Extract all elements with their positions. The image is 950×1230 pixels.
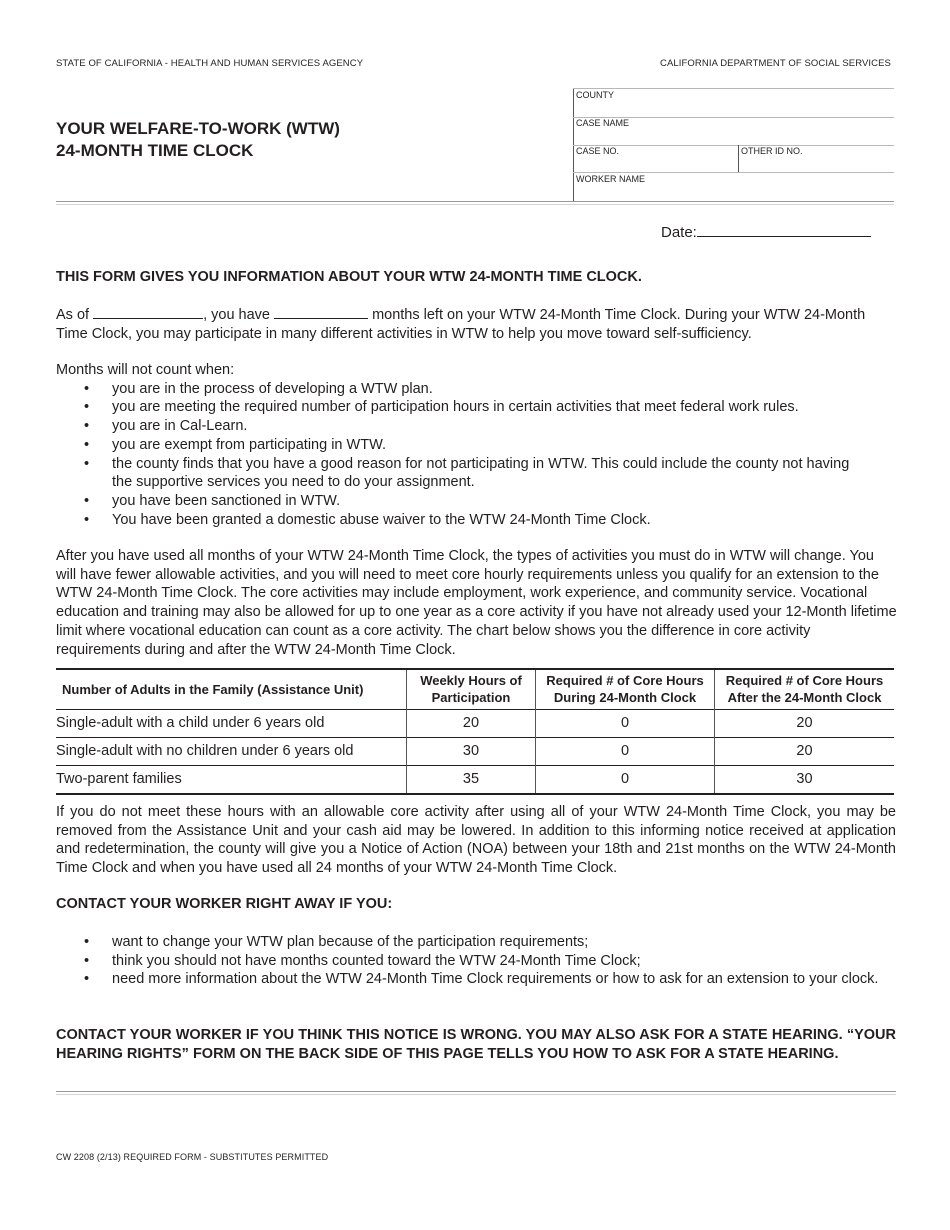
contact-section bbox=[56, 933, 896, 989]
as-of-suffix: months left on your WTW 24-Month Time Clock. During your WTW 24-Month Time Clock, you may participate in many different activities in WTW to help you move toward self-sufficiency. bbox=[56, 307, 866, 342]
after-paragraph: After you have used all months of your WTW 24-Month Time Clock, the types of activities you must do in WTW will change. You will have fewer allowable activities, and you will need to meet core hourly requirements unless you qualify for an extension to the WTW 24-Month Time Clock. The core activities may include employment, work experience, and community service. Vocational education and training may also be allowed for up to one year as a core activity if you have not already used your 12-Month lifetime limit where vocational education can count as a core activity. The chart below shows you the difference in core activity requirements during and after the WTW 24-Month Time Clock. bbox=[56, 548, 897, 658]
page-title bbox=[56, 118, 340, 162]
as-of-prefix: As of bbox=[56, 307, 90, 323]
intro-heading: THIS FORM GIVES YOU INFORMATION ABOUT YOUR WTW 24-MONTH TIME CLOCK. bbox=[56, 269, 642, 285]
form-id: CW 2208 (2/13) REQUIRED FORM - SUBSTITUTES PERMITTED bbox=[56, 1152, 329, 1162]
as-of-mid: , you have bbox=[203, 307, 270, 323]
list-item: • you are in the process of developing a WTW plan. bbox=[84, 380, 433, 397]
other-id-label: OTHER ID NO. bbox=[741, 146, 803, 156]
closing-notice: CONTACT YOUR WORKER IF YOU THINK THIS NOTICE IS WRONG. YOU MAY ALSO ASK FOR A STATE HEARING. “YOUR HEARING RIGHTS” FORM ON THE BACK SIDE OF THIS PAGE TELLS YOU HOW TO ASK FOR A STATE HEARING. bbox=[56, 1027, 896, 1062]
date-field[interactable] bbox=[697, 223, 871, 237]
header-divider bbox=[56, 201, 894, 202]
contact-list bbox=[56, 933, 896, 989]
page-title-line-2: 24-MONTH TIME CLOCK bbox=[56, 141, 254, 160]
header-divider-shadow bbox=[56, 204, 894, 205]
table-row: Two-parent families 35 0 30 bbox=[56, 765, 894, 794]
contact-heading: CONTACT YOUR WORKER RIGHT AWAY IF YOU: bbox=[56, 896, 393, 912]
months-left-field[interactable] bbox=[274, 305, 368, 319]
list-item: • you are exempt from participating in WTW. bbox=[84, 436, 386, 453]
footer-divider bbox=[56, 1091, 896, 1092]
list-item: • need more information about the WTW 24-Month Time Clock requirements or how to ask for an extension to your clock. bbox=[84, 971, 879, 988]
table-header: Number of Adults in the Family (Assistance Unit) bbox=[62, 681, 364, 697]
county-field[interactable] bbox=[600, 90, 890, 116]
list-item: • you are meeting the required number of participation hours in certain activities that meet federal work rules. bbox=[84, 399, 799, 416]
list-item: • You have been granted a domestic abuse waiver to the WTW 24-Month Time Clock. bbox=[84, 511, 651, 528]
core-hours-table bbox=[56, 668, 894, 795]
worker-name-label: WORKER NAME bbox=[576, 174, 646, 184]
other-id-field[interactable] bbox=[800, 146, 890, 172]
list-item: • want to change your WTW plan because of the participation requirements; bbox=[84, 934, 589, 950]
months-not-count-intro: Months will not count when: bbox=[56, 362, 235, 378]
footer-divider-shadow bbox=[56, 1094, 896, 1095]
worker-name-field[interactable] bbox=[640, 174, 890, 200]
as-of-date-field[interactable] bbox=[93, 305, 203, 319]
list-item: • you are in Cal-Learn. bbox=[84, 418, 248, 435]
table-row: Single-adult with no children under 6 years old 30 0 20 bbox=[56, 737, 894, 765]
agency-name: STATE OF CALIFORNIA - HEALTH AND HUMAN SERVICES AGENCY bbox=[56, 58, 364, 69]
table-header: Weekly Hours of Participation bbox=[407, 669, 536, 709]
months-not-count-list bbox=[56, 380, 896, 530]
case-no-label: CASE NO. bbox=[576, 146, 620, 156]
table-header: Required # of Core Hours After the 24-Month Clock bbox=[715, 669, 895, 709]
case-no-field[interactable] bbox=[620, 146, 734, 172]
table-header: Required # of Core Hours During 24-Month Clock bbox=[536, 669, 715, 709]
list-item: • you have been sanctioned in WTW. bbox=[84, 492, 341, 509]
department-name: CALIFORNIA DEPARTMENT OF SOCIAL SERVICES bbox=[660, 58, 891, 69]
months-not-count-section bbox=[56, 361, 896, 529]
case-name-label: CASE NAME bbox=[576, 118, 630, 128]
list-item: • think you should not have months counted toward the WTW 24-Month Time Clock; bbox=[84, 952, 641, 969]
county-label: COUNTY bbox=[576, 90, 614, 100]
date-row bbox=[661, 223, 871, 243]
removal-paragraph: If you do not meet these hours with an allowable core activity after using all of your WTW 24-Month Time Clock, you may be removed from the Assistance Unit and your cash aid may be lowered. In addition to this informing notice received at application and redetermination, the county will give you a Notice of Action (NOA) between your 18th and 21st months on the WTW 24-Month Time Clock and when you have used all 24 months of your WTW 24-Month Time Clock. bbox=[56, 804, 896, 877]
as-of-paragraph bbox=[56, 305, 896, 343]
case-name-field[interactable] bbox=[620, 118, 890, 144]
list-item: • the county finds that you have a good reason for not participating in WTW. This could include the county not having the supportive services you need to do your assignment. bbox=[84, 455, 850, 491]
page-title-line-1: YOUR WELFARE-TO-WORK (WTW) bbox=[56, 119, 340, 138]
date-label: Date: bbox=[661, 224, 697, 241]
table-row: Single-adult with a child under 6 years old 20 0 20 bbox=[56, 709, 894, 737]
